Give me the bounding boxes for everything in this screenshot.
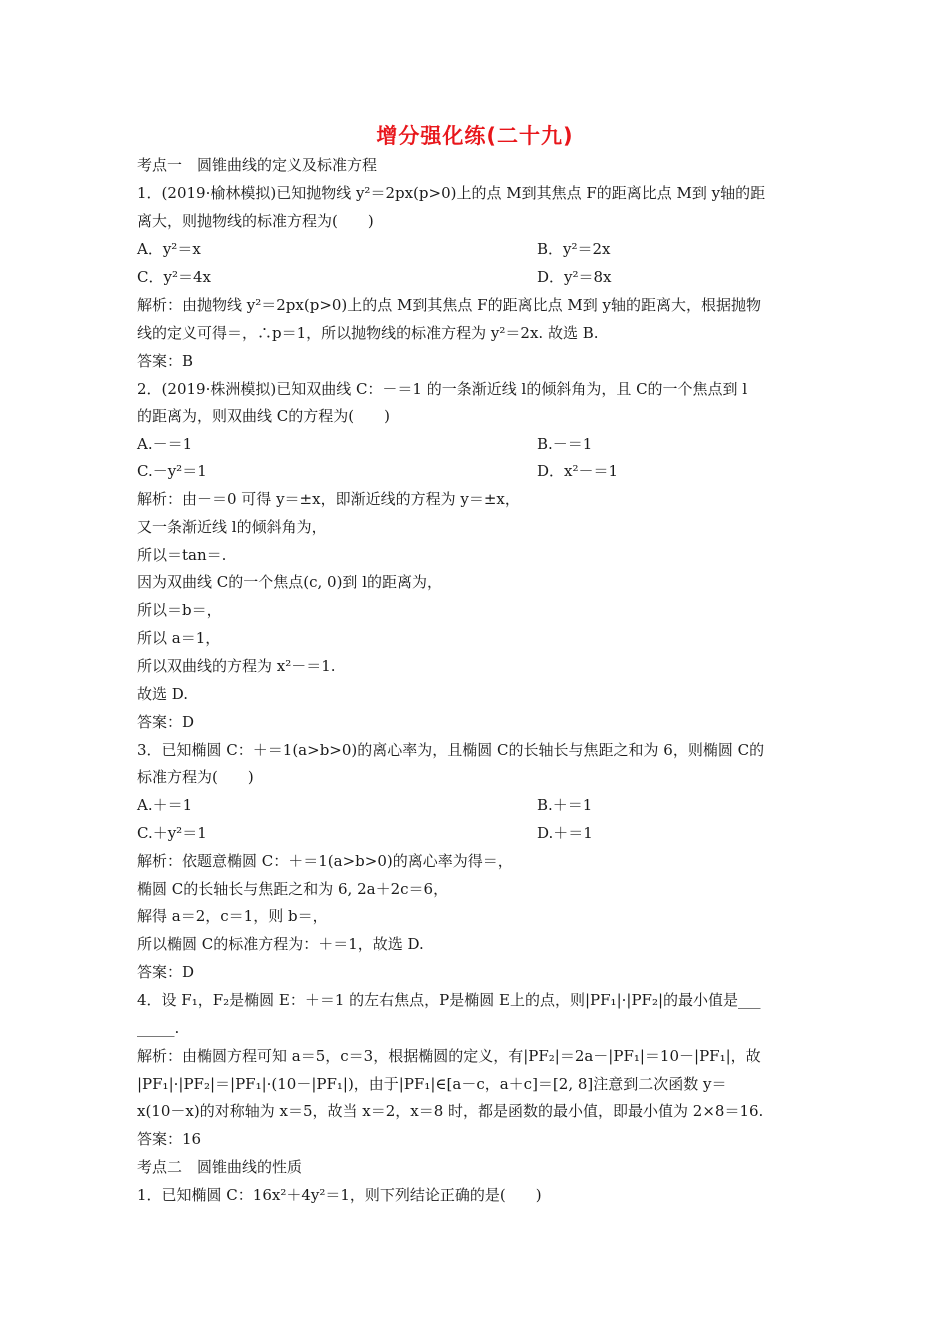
option-a: A.＋＝1 [137, 796, 193, 814]
solution-text: 所以 a＝1， [137, 629, 221, 647]
solution-text: 解析：依题意椭圆 C：＋＝1(a>b>0)的离心率为得＝， [137, 852, 513, 870]
answer-text: 答案：D [137, 963, 195, 981]
solution-text: x(10－x)的对称轴为 x＝5，故当 x＝2，x＝8 时，都是函数的最小值，即最小值为 2×8＝16. [137, 1102, 764, 1120]
solution-text: 因为双曲线 C的一个焦点(c, 0)到 l的距离为， [137, 573, 442, 591]
question-text: 离大，则抛物线的标准方程为( ) [137, 212, 374, 230]
question-text: 3．已知椭圆 C：＋＝1(a>b>0)的离心率为，且椭圆 C的长轴长与焦距之和为 6，则椭圆 C的 [137, 741, 765, 759]
section-heading-2: 考点二 圆锥曲线的性质 [137, 1158, 303, 1176]
solution-text: 解析：由－＝0 可得 y＝±x，即渐近线的方程为 y＝±x， [137, 490, 520, 508]
question-text: 2．(2019·株洲模拟)已知双曲线 C：－＝1 的一条渐近线 l的倾斜角为，且 C的一个焦点到 l [137, 380, 748, 398]
solution-text: |PF₁|·|PF₂|＝|PF₁|·(10－|PF₁|)，由于|PF₁|∈[a－c，a＋c]＝[2, 8]注意到二次函数 y＝ [137, 1075, 727, 1093]
option-b: B．y²＝2x [537, 240, 611, 258]
solution-text: 解析：由椭圆方程可知 a＝5，c＝3，根据椭圆的定义，有|PF₂|＝2a－|PF₁|＝10－|PF₁|，故 [137, 1047, 761, 1065]
answer-text: 答案：B [137, 352, 194, 370]
solution-text: 解得 a＝2，c＝1，则 b＝， [137, 907, 328, 925]
question-text: 1．已知椭圆 C：16x²＋4y²＝1，则下列结论正确的是( ) [137, 1186, 542, 1204]
answer-text: 答案：16 [137, 1130, 202, 1148]
question-text: 1．(2019·榆林模拟)已知抛物线 y²＝2px(p>0)上的点 M到其焦点 F的距离比点 M到 y轴的距 [137, 184, 766, 202]
option-b: B.＋＝1 [537, 796, 593, 814]
option-b: B.－＝1 [537, 435, 593, 453]
option-d: D.＋＝1 [537, 824, 593, 842]
question-text: 的距离为，则双曲线 C的方程为( ) [137, 407, 390, 425]
option-c: C．y²＝4x [137, 268, 211, 286]
option-d: D．y²＝8x [537, 268, 612, 286]
option-d: D．x²－＝1 [537, 462, 619, 480]
solution-text: 解析：由抛物线 y²＝2px(p>0)上的点 M到其焦点 F的距离比点 M到 y轴的距离大，根据抛物 [137, 296, 761, 314]
solution-text: 线的定义可得＝，∴p＝1，所以抛物线的标准方程为 y²＝2x. 故选 B. [137, 324, 599, 342]
question-text: 4．设 F₁，F₂是椭圆 E：＋＝1 的左右焦点，P是椭圆 E上的点，则|PF₁|·|PF₂|的最小值是___ [137, 991, 761, 1009]
section-heading-1: 考点一 圆锥曲线的定义及标准方程 [137, 156, 378, 174]
solution-text: 所以＝b＝， [137, 601, 222, 619]
question-text: _____. [137, 1019, 180, 1037]
solution-text: 故选 D. [137, 685, 189, 703]
option-c: C.－y²＝1 [137, 462, 207, 480]
answer-text: 答案：D [137, 713, 195, 731]
option-c: C.＋y²＝1 [137, 824, 207, 842]
option-a: A.－＝1 [137, 435, 193, 453]
option-a: A．y²＝x [137, 240, 201, 258]
document-title: 增分强化练(二十九) [376, 124, 574, 148]
question-text: 标准方程为( ) [137, 768, 254, 786]
solution-text: 所以双曲线的方程为 x²－＝1. [137, 657, 336, 675]
solution-text: 椭圆 C的长轴长与焦距之和为 6, 2a＋2c＝6， [137, 880, 449, 898]
solution-text: 又一条渐近线 l的倾斜角为， [137, 518, 327, 536]
solution-text: 所以＝tan＝. [137, 546, 227, 564]
solution-text: 所以椭圆 C的标准方程为：＋＝1，故选 D. [137, 935, 424, 953]
